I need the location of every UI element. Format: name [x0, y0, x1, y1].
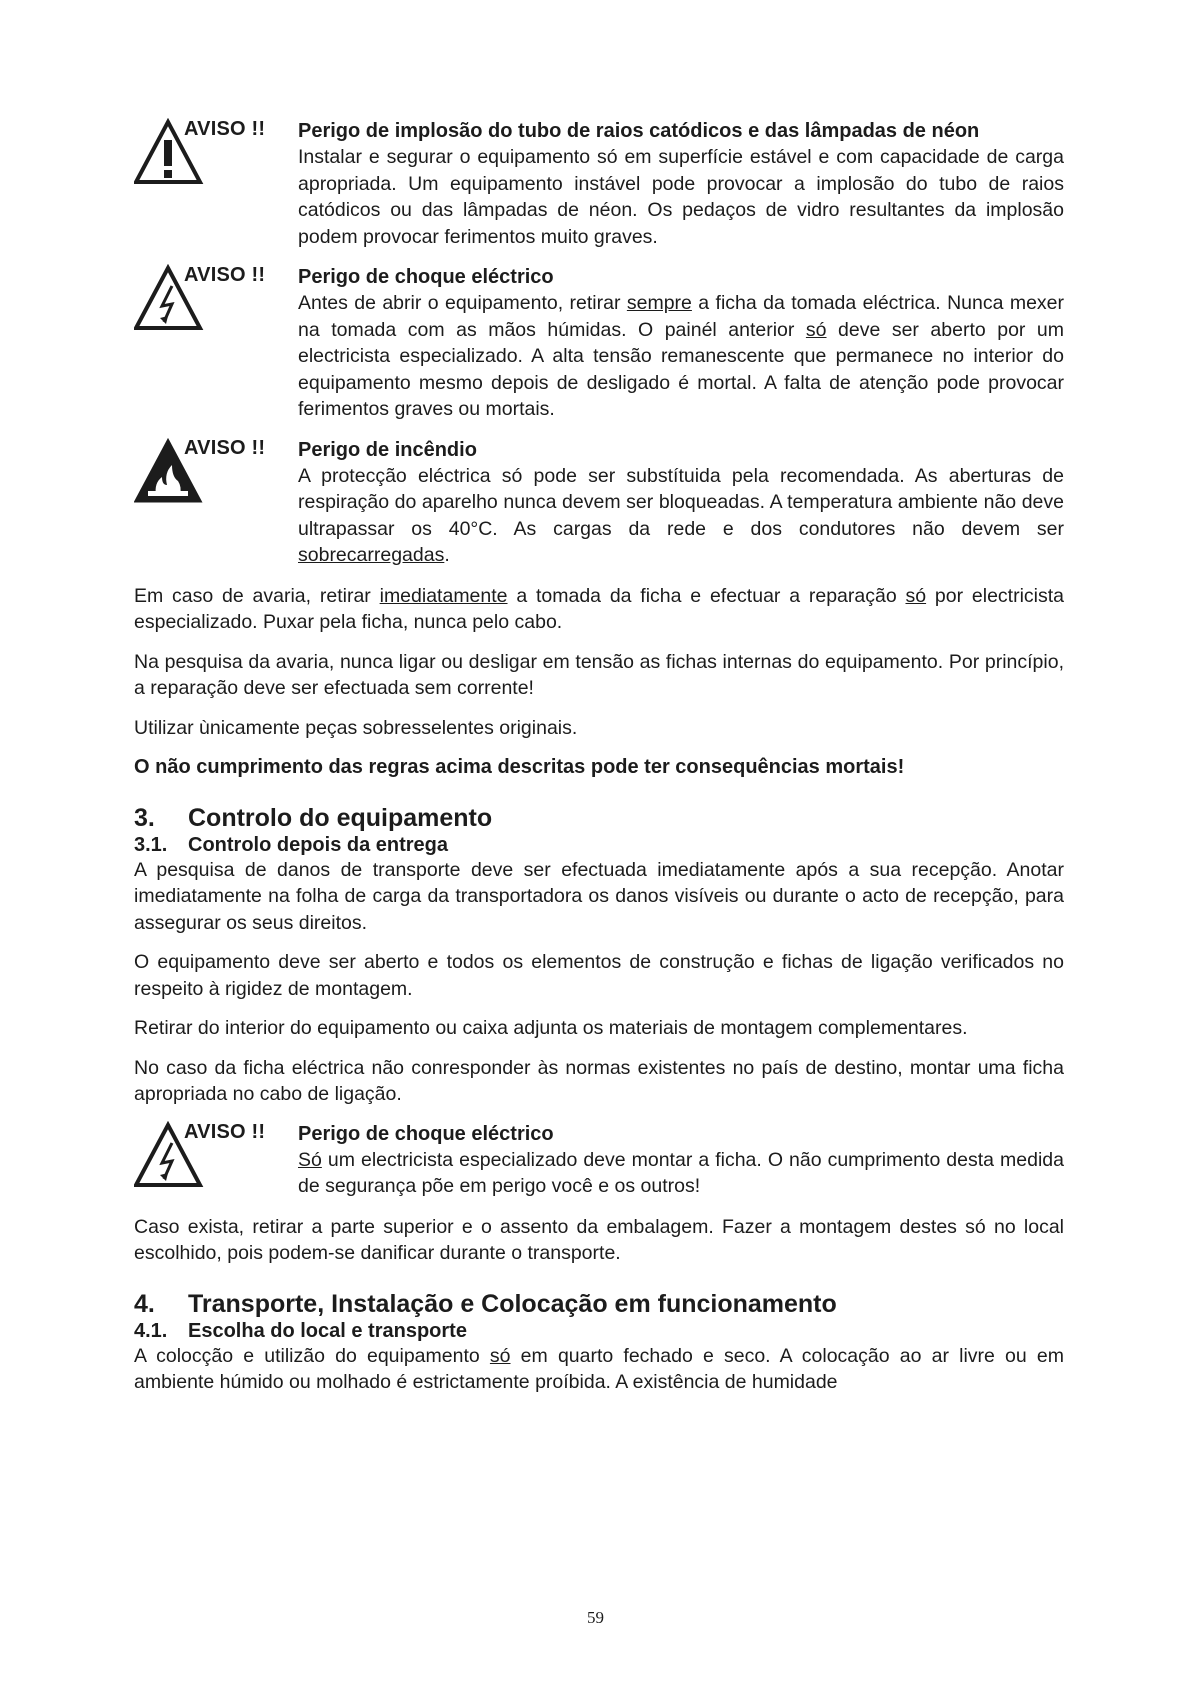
text-segment: A protecção eléctrica só pode ser substítuida pela recomendada. As aberturas de respiração do aparelho nunca devem ser bloqueadas. A temperatura ambiente não deve ultrapassar os 40°C. As cargas da rede e dos condutores não devem ser — [298, 464, 1064, 540]
underlined-word: só — [805, 318, 827, 341]
section-number: 4. — [134, 1289, 155, 1318]
warning-title: Perigo de implosão do tubo de raios catódicos e das lâmpadas de néon — [298, 120, 980, 142]
warning-text — [298, 290, 1064, 423]
warning-label: AVISO !! — [184, 118, 266, 140]
warning-body — [298, 118, 1064, 250]
subsection-title: Escolha do local e transporte — [188, 1319, 467, 1342]
paragraph-damage-check: A pesquisa de danos de transporte deve ser efectuada imediatamente após a sua recepção. Anotar imediatamente na folha de carga da transportadora os danos visíveis ou durante o acto de recepção, para assegurar os seus direitos. — [134, 858, 1064, 934]
warning-fire — [134, 437, 1064, 569]
text-segment: a ficha da tomada eléctrica. Nunca mexer na tomada com as mãos húmidas. O painél anterior — [298, 292, 1065, 341]
underlined-word: Só — [298, 1148, 322, 1171]
paragraph-repair — [134, 583, 1064, 636]
subsection-number: 3.1. — [134, 833, 168, 856]
paragraph-fatal-warning: O não cumprimento das regras acima descritas pode ter consequências mortais! — [134, 756, 905, 778]
underlined-word: só — [905, 584, 927, 607]
warning-body — [298, 264, 1064, 423]
warning-text: Instalar e segurar o equipamento só em superfície estável e com capacidade de carga apropriada. Um equipamento instável pode provocar a implosão do tubo de raios catódicos ou das lâmpadas de néon. Os pedaços de vidro resultantes da implosão podem provocar ferimentos muito graves. — [298, 146, 1064, 248]
warning-label: AVISO !! — [184, 264, 266, 286]
underlined-word: sempre — [626, 292, 692, 314]
text-segment: deve ser aberto por um electricista especializado. A alta tensão remanescente que permanece no interior do equipamento mesmo depois de desligado é mortal. A falta de atenção pode provocar ferimentos graves ou mortais. — [298, 318, 1065, 420]
underlined-word: sobrecarregadas — [298, 544, 445, 566]
section-4-heading — [134, 1289, 1064, 1319]
underlined-word: só — [489, 1344, 511, 1367]
text-segment: A colocção e utilizão do equipamento — [134, 1344, 490, 1367]
warning-electric-shock — [134, 264, 1064, 423]
warning-body — [298, 437, 1064, 569]
paragraph-packaging: Caso exista, retirar a parte superior e o assento da embalagem. Fazer a montagem destes só no local escolhido, pois podem-se danificar durante o transporte. — [134, 1215, 1064, 1264]
section-3-heading — [134, 803, 1064, 833]
paragraph-plug: No caso da ficha eléctrica não conresponder às normas existentes no país de destino, montar uma ficha apropriada no cabo de ligação. — [134, 1056, 1064, 1105]
paragraph-mounting-materials: Retirar do interior do equipamento ou caixa adjunta os materiais de montagem complementares. — [134, 1017, 968, 1039]
text-segment: a tomada da ficha e efectuar a reparação — [507, 584, 906, 607]
warning-text — [298, 1147, 1064, 1200]
warning-title: Perigo de choque eléctrico — [298, 1122, 554, 1145]
text-segment: . — [444, 544, 450, 566]
warning-implosion — [134, 118, 1064, 250]
page-number: 59 — [587, 1608, 604, 1627]
warning-label: AVISO !! — [184, 1120, 266, 1143]
text-segment: em quarto fechado e seco. A colocação ao ar livre ou em ambiente húmido ou molhado é estrictamente proíbida. A existência de humidade — [134, 1344, 1064, 1393]
section-title: Transporte, Instalação e Colocação em funcionamento — [188, 1289, 837, 1318]
section-3-1-heading — [134, 833, 1064, 857]
paragraph-open-equipment: O equipamento deve ser aberto e todos os elementos de construção e fichas de ligação verificados no respeito à rigidez de montagem. — [134, 951, 1064, 1000]
section-number: 3. — [134, 803, 155, 832]
warning-body — [298, 1121, 1064, 1200]
text-segment: Em caso de avaria, retirar — [134, 584, 380, 607]
text-segment: por electricista especializado. Puxar pela ficha, nunca pelo cabo. — [134, 584, 1064, 633]
paragraph-spare-parts: Utilizar ùnicamente peças sobresselentes originais. — [134, 716, 578, 739]
warning-title: Perigo de choque eléctrico — [298, 266, 554, 288]
subsection-number: 4.1. — [134, 1319, 168, 1342]
text-segment: um electricista especializado deve montar a ficha. O não cumprimento desta medida de segurança põe em perigo você e os outros! — [298, 1148, 1064, 1197]
paragraph-fault-search: Na pesquisa da avaria, nunca ligar ou desligar em tensão as fichas internas do equipamento. Por princípio, a reparação deve ser efectuada sem corrente! — [134, 650, 1064, 699]
paragraph-location — [134, 1343, 1064, 1396]
warning-plug-shock — [134, 1121, 1064, 1200]
section-title: Controlo do equipamento — [188, 803, 493, 832]
text-segment: Antes de abrir o equipamento, retirar — [298, 292, 627, 314]
subsection-title: Controlo depois da entrega — [188, 833, 449, 856]
warning-text — [298, 463, 1064, 569]
section-4-1-heading — [134, 1319, 1064, 1343]
warning-label: AVISO !! — [184, 436, 266, 459]
warning-title: Perigo de incêndio — [298, 438, 477, 461]
underlined-word: imediatamente — [379, 584, 508, 607]
manual-page — [134, 118, 1064, 1409]
